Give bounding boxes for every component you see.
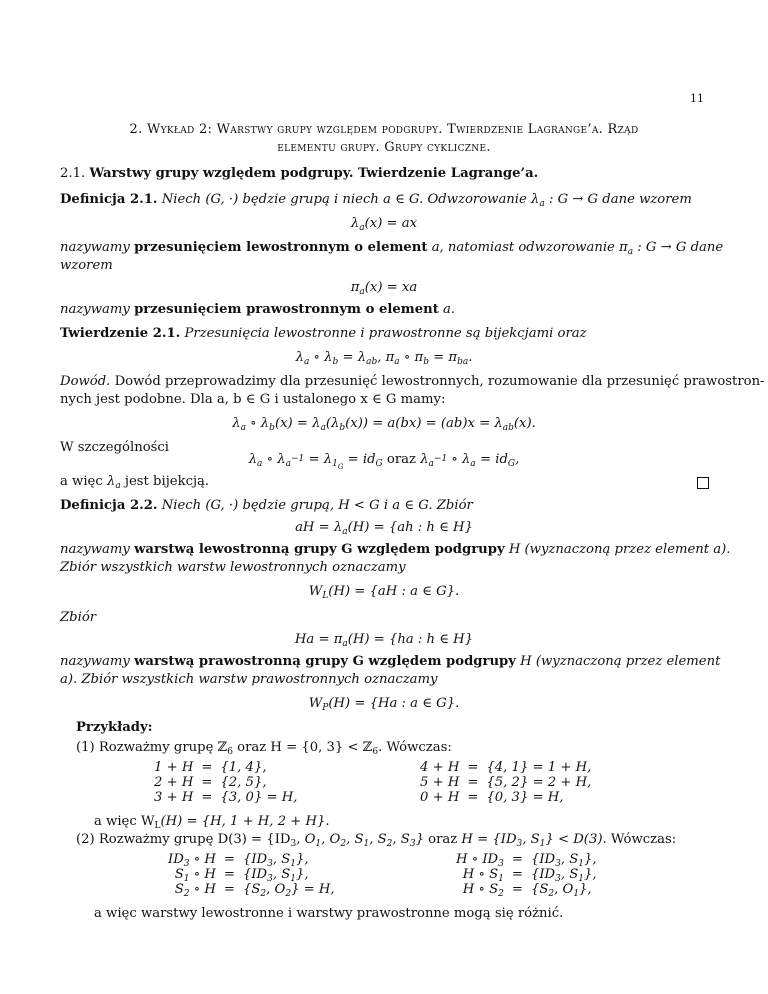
table-row: 4 + H = {4, 1} = 1 + H, bbox=[420, 760, 592, 775]
table-row: H ∘ $S_1$ = {$ID_3$, $S_1$}, bbox=[462, 867, 597, 884]
def22-zbior: Zbiór bbox=[60, 610, 97, 625]
def22-line3: Zbiór wszystkich warstw lewostronnych oznaczamy bbox=[60, 560, 406, 575]
def22-formula2: $W_L(H) = \{aH$ : a ∈ G}. bbox=[308, 584, 460, 601]
table-row: $S_2$ ∘ H = {$S_2$, $O_2\} = H$, bbox=[174, 882, 335, 899]
def21-l2b: a, natomiast odwzorowanie π bbox=[431, 240, 628, 255]
subsection-title: Warstwy grupy względem podgrupy. Twierdzenie Lagrange’a. bbox=[89, 166, 539, 181]
def21-label: Definicja 2.1. bbox=[60, 192, 158, 207]
def21-text-b: : G → G dane wzorem bbox=[544, 192, 692, 207]
table-row: H ∘ $ID_3$ = {$ID_3$, $S_1$}, bbox=[456, 852, 597, 869]
def21-text: Niech (G, ·) będzie grupą i niech a ∈ G. Odwzorowanie λ bbox=[161, 192, 540, 207]
def22-line5: a). Zbiór wszystkich warstw prawostronnych oznaczamy bbox=[60, 672, 438, 687]
def22-l4b: H (wyznaczoną przez element bbox=[520, 654, 721, 669]
proof-formula2: $\lambda_a$ ∘ $\lambda_{a^{-1}} = \lambda_{1_G} = id_G$ oraz $\lambda_{a^{-1}}$ ∘ $\lambda_a = id_G$, bbox=[248, 452, 520, 471]
def21-line4 bbox=[60, 302, 455, 317]
table-row: 1 + H = {1, 4}, bbox=[154, 760, 267, 775]
ex1-right-table bbox=[416, 760, 595, 805]
def21-l4b: a. bbox=[443, 302, 456, 317]
qed-symbol bbox=[697, 477, 709, 489]
ex1-intro: (1) Rozważmy grupę ℤ$_6$ oraz H = {0, 3} < ℤ$_6$. Wówczas: bbox=[76, 740, 452, 757]
chapter-title-line2: elementu grupy. Grupy cykliczne. bbox=[277, 140, 491, 155]
table-row: 0 + H = {0, 3} = H, bbox=[420, 790, 564, 805]
def21-formula1: $\lambda_a(x)$ = ax bbox=[350, 216, 418, 233]
subsection-number: 2.1. bbox=[60, 166, 86, 181]
def21-line2: nazywamy przesunięciem lewostronnym o element a, natomiast odwzorowanie $\pi_a$ : G → G dane bbox=[60, 240, 724, 257]
def22-l2b: H (wyznaczoną przez element a). bbox=[508, 542, 731, 557]
proof-conclusion: a więc $\lambda_a$ jest bijekcją. bbox=[60, 474, 210, 491]
ex1-conclusion: a więc $W_L(H) = \{H$, 1 + H, 2 + H}. bbox=[94, 814, 330, 831]
proof-label: Dowód. bbox=[60, 374, 111, 389]
table-row: 3 + H = {3, 0} = H, bbox=[154, 790, 298, 805]
ex2-right-table bbox=[452, 852, 601, 897]
def22-formula4: $W_P(H) = \{Ha$ : a ∈ G}. bbox=[308, 696, 460, 713]
def21-l2bold: przesunięciem lewostronnym o element bbox=[134, 240, 428, 255]
def21-l2a: nazywamy bbox=[60, 240, 130, 255]
def22-line1 bbox=[60, 498, 473, 513]
proof-line1 bbox=[60, 374, 765, 389]
def22-l2bold: warstwą lewostronną grupy G względem podgrupy bbox=[134, 542, 505, 557]
proof-special: W szczególności bbox=[60, 440, 170, 455]
chapter-title-line1: 2. Wykład 2: Warstwy grupy względem podgrupy. Twierdzenie Lagrange’a. Rząd bbox=[129, 122, 639, 137]
proof-line2: nych jest podobne. Dla a, b ∈ G i ustalonego x ∈ G mamy: bbox=[60, 392, 446, 407]
thm21-label: Twierdzenie 2.1. bbox=[60, 326, 181, 341]
thm21-line bbox=[60, 326, 587, 341]
ex2-intro: (2) Rozważmy grupę $D(3) = \{ID_3$, $O_1$, $O_2$, $S_1$, $S_2$, $S_3$} oraz $H = \{ID_3$, $S_1\} < D(3)$. Wówczas: bbox=[76, 832, 677, 849]
def22-formula3: $Ha = \pi_a(H) = \{ha$ : h ∈ H} bbox=[294, 632, 474, 649]
table-row: H ∘ $S_2$ = {$S_2$, $O_1$}, bbox=[462, 882, 592, 899]
def22-line2 bbox=[60, 542, 731, 557]
def21-l4a: nazywamy bbox=[60, 302, 130, 317]
proof-oraz: oraz bbox=[386, 452, 416, 467]
ex2-left-table bbox=[164, 852, 339, 897]
def22-formula1: aH = $\lambda_a(H) = \{ah$ : h ∈ H} bbox=[295, 520, 473, 537]
def22-label: Definicja 2.2. bbox=[60, 498, 158, 513]
def21-line1: Definicja 2.1. Niech (G, ·) będzie grupą i niech a ∈ G. Odwzorowanie $\lambda_a$ : G → G dane wzorem bbox=[60, 192, 692, 209]
table-row: 5 + H = {5, 2} = 2 + H, bbox=[420, 775, 592, 790]
table-row: 2 + H = {2, 5}, bbox=[154, 775, 267, 790]
page-number: 11 bbox=[690, 92, 704, 105]
table-row: $S_1$ ∘ H = {$ID_3$, $S_1$}, bbox=[174, 867, 309, 884]
examples-heading: Przykłady: bbox=[76, 720, 153, 735]
def21-l4bold: przesunięciem prawostronnym o element bbox=[134, 302, 439, 317]
def21-l2c: : G → G dane bbox=[633, 240, 724, 255]
proof-formula1: $\lambda_a$ ∘ $\lambda_b(x) = \lambda_a(\lambda_b(x)) = a(bx) = (ab)x = \lambda_{ab}(x)$. bbox=[232, 416, 536, 433]
def22-line4 bbox=[60, 654, 720, 669]
def22-l2a: nazywamy bbox=[60, 542, 130, 557]
def22-l4a: nazywamy bbox=[60, 654, 130, 669]
ex1-left-table bbox=[150, 760, 301, 805]
def22-l4bold: warstwą prawostronną grupy G względem podgrupy bbox=[134, 654, 516, 669]
table-row: $ID_3$ ∘ H = {$ID_3$, $S_1$}, bbox=[168, 852, 309, 869]
ex2-conclusion: a więc warstwy lewostronne i warstwy prawostronne mogą się różnić. bbox=[94, 906, 564, 921]
def21-formula2: $\pi_a(x)$ = xa bbox=[350, 280, 418, 297]
thm21-formula: $\lambda_a$ ∘ $\lambda_b = \lambda_{ab}$, $\pi_a$ ∘ $\pi_b = \pi_{ba}$. bbox=[295, 350, 473, 367]
proof-l1: Dowód przeprowadzimy dla przesunięć lewostronnych, rozumowanie dla przesunięć prawostron- bbox=[114, 374, 765, 389]
def22-text: Niech (G, ·) będzie grupą, H < G i a ∈ G. Zbiór bbox=[161, 498, 473, 513]
def21-line3: wzorem bbox=[60, 258, 113, 273]
thm21-text: Przesunięcia lewostronne i prawostronne są bijekcjami oraz bbox=[184, 326, 587, 341]
subsection-heading bbox=[60, 166, 538, 181]
